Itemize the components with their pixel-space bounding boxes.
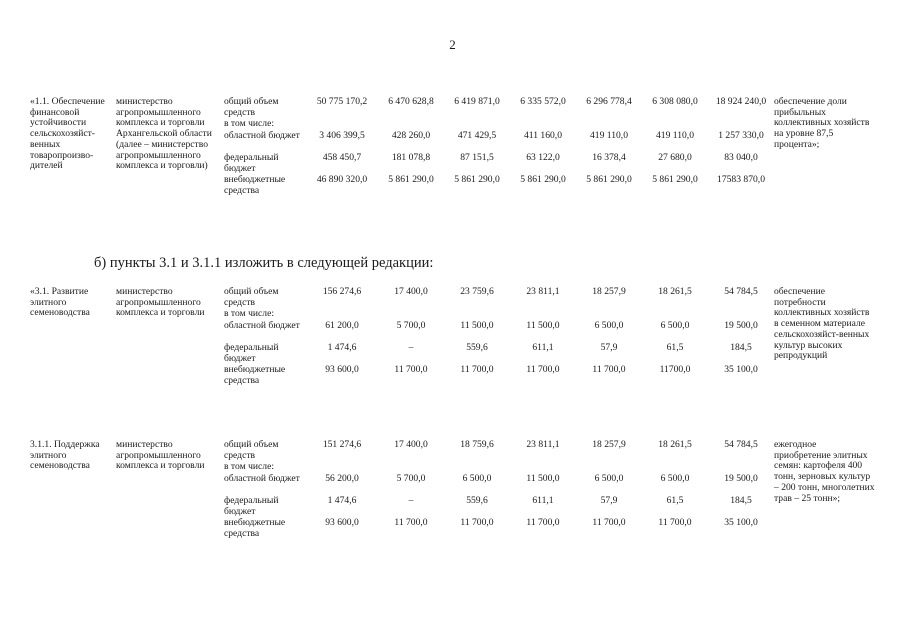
program-block [30,440,875,540]
amount-cell: 27 680,0 [658,152,692,163]
amount-cell: 35 100,0 [724,364,758,375]
amount-cell: 184,5 [730,342,752,353]
table-row [30,287,875,309]
program-block [30,97,875,197]
funding-source-label: внебюджетные средства [224,517,286,539]
funding-source-label: областной бюджет [224,473,300,484]
amount-cell: 6 500,0 [594,320,624,331]
amount-cell: 559,6 [466,495,488,506]
amount-cell: 184,5 [730,495,752,506]
amount-cell: 6 419 871,0 [454,96,500,107]
amount-cell: 17 400,0 [394,286,428,297]
amount-cell: 11 500,0 [526,473,560,484]
amount-cell: 11 700,0 [526,517,560,528]
funding-source-label: федеральный бюджет [224,495,279,517]
amount-cell: 5 861 290,0 [454,174,500,185]
amount-cell: 57,9 [600,342,618,353]
funding-source-label: внебюджетные средства [224,174,286,196]
amount-cell: 11700,0 [659,364,691,375]
amount-cell: 11 700,0 [592,364,626,375]
amount-cell: 16 378,4 [592,152,626,163]
amount-cell: 411 160,0 [523,130,563,141]
amount-cell: 181 078,8 [391,152,431,163]
amount-cell: 1 474,6 [327,495,357,506]
expected-result: обеспечение потребности коллективных хозяйств в семенном материале сельскохозяйст-венных культур высоких репродукций [774,286,870,362]
amount-cell: 19 500,0 [724,320,758,331]
amount-cell: 35 100,0 [724,517,758,528]
amount-cell: 5 861 290,0 [586,174,632,185]
amount-cell: 6 500,0 [462,473,492,484]
funding-source-label: в том числе: [224,461,275,472]
amount-cell: 1 257 330,0 [718,130,764,141]
amount-cell: – [408,495,414,506]
amount-cell: 3 406 399,5 [319,130,365,141]
amount-cell: 18 261,5 [658,286,692,297]
amount-cell: 419 110,0 [655,130,695,141]
amount-cell: 18 257,9 [592,286,626,297]
amount-cell: 559,6 [466,342,488,353]
program-block [30,287,875,387]
funding-source-label: областной бюджет [224,320,300,331]
amount-cell: 5 861 290,0 [520,174,566,185]
amount-cell: 63 122,0 [526,152,560,163]
amount-cell: 61,5 [666,495,684,506]
funding-source-label: общий объем средств [224,286,279,308]
funding-source-label: общий объем средств [224,439,279,461]
amount-cell: 611,1 [532,495,554,506]
amount-cell: 61,5 [666,342,684,353]
amount-cell: 419 110,0 [589,130,629,141]
funding-source-label: федеральный бюджет [224,342,279,364]
amount-cell: 93 600,0 [325,517,359,528]
amount-cell: 23 811,1 [526,439,560,450]
amount-cell: 5 861 290,0 [652,174,698,185]
amount-cell: 151 274,6 [322,439,362,450]
amount-cell: 5 700,0 [396,320,426,331]
executor: министерство агропромышленного комплекса и торговли [116,286,205,319]
expected-result: обеспечение доли прибыльных коллективных хозяйств на уровне 87,5 процента»; [774,96,870,150]
amount-cell: 611,1 [532,342,554,353]
amount-cell: 6 335 572,0 [520,96,566,107]
amount-cell: 18 261,5 [658,439,692,450]
expected-result: ежегодное приобретение элитных семян: картофеля 400 тонн, зерновых культур – 200 тонн, многолетних трав – 25 тонн»; [774,439,875,504]
activity-name: «1.1. Обеспечение финансовой устойчивости сельскохозяйст-венных товаропроизво-дителей [30,96,105,172]
amount-cell: 54 784,5 [724,286,758,297]
amount-cell: 11 700,0 [592,517,626,528]
amount-cell: 6 308 080,0 [652,96,698,107]
amount-cell: 23 759,6 [460,286,494,297]
table-row [30,97,875,119]
amount-cell: 18 924 240,0 [715,96,767,107]
amount-cell: 11 700,0 [394,517,428,528]
amount-cell: 11 700,0 [460,517,494,528]
amount-cell: 17 400,0 [394,439,428,450]
amount-cell: 11 700,0 [658,517,692,528]
amount-cell: 458 450,7 [322,152,362,163]
amount-cell: 19 500,0 [724,473,758,484]
amount-cell: 428 260,0 [391,130,431,141]
amount-cell: 5 700,0 [396,473,426,484]
amount-cell: 11 700,0 [394,364,428,375]
amount-cell: 23 811,1 [526,286,560,297]
amount-cell: 6 296 778,4 [586,96,632,107]
activity-name: «3.1. Развитие элитного семеноводства [30,286,90,319]
amount-cell: 6 470 628,8 [388,96,434,107]
table-row [30,440,875,462]
amount-cell: – [408,342,414,353]
amount-cell: 46 890 320,0 [316,174,368,185]
amount-cell: 18 759,6 [460,439,494,450]
amount-cell: 87 151,5 [460,152,494,163]
amendment-heading: б) пункты 3.1 и 3.1.1 изложить в следующей редакции: [94,255,434,271]
amount-cell: 83 040,0 [724,152,758,163]
amount-cell: 1 474,6 [327,342,357,353]
funding-source-label: в том числе: [224,308,275,319]
amount-cell: 18 257,9 [592,439,626,450]
amount-cell: 93 600,0 [325,364,359,375]
amount-cell: 6 500,0 [660,473,690,484]
executor: министерство агропромышленного комплекса и торговли [116,439,205,472]
page-number: 2 [449,37,456,52]
amount-cell: 11 500,0 [526,320,560,331]
amount-cell: 61 200,0 [325,320,359,331]
amount-cell: 6 500,0 [594,473,624,484]
activity-name: 3.1.1. Поддержка элитного семеноводства [30,439,100,472]
funding-source-label: внебюджетные средства [224,364,286,386]
amount-cell: 56 200,0 [325,473,359,484]
executor: министерство агропромышленного комплекса и торговли Архангельской области (далее – министерство агропромышленного комплекса и торговли) [116,96,212,172]
amount-cell: 471 429,5 [457,130,497,141]
amount-cell: 5 861 290,0 [388,174,434,185]
amount-cell: 50 775 170,2 [316,96,368,107]
amount-cell: 11 700,0 [460,364,494,375]
amount-cell: 57,9 [600,495,618,506]
amount-cell: 11 500,0 [460,320,494,331]
amount-cell: 17583 870,0 [717,174,765,185]
funding-source-label: в том числе: [224,118,275,129]
amount-cell: 54 784,5 [724,439,758,450]
amount-cell: 156 274,6 [322,286,362,297]
amount-cell: 11 700,0 [526,364,560,375]
funding-source-label: федеральный бюджет [224,152,279,174]
funding-source-label: общий объем средств [224,96,279,118]
funding-source-label: областной бюджет [224,130,300,141]
amount-cell: 6 500,0 [660,320,690,331]
